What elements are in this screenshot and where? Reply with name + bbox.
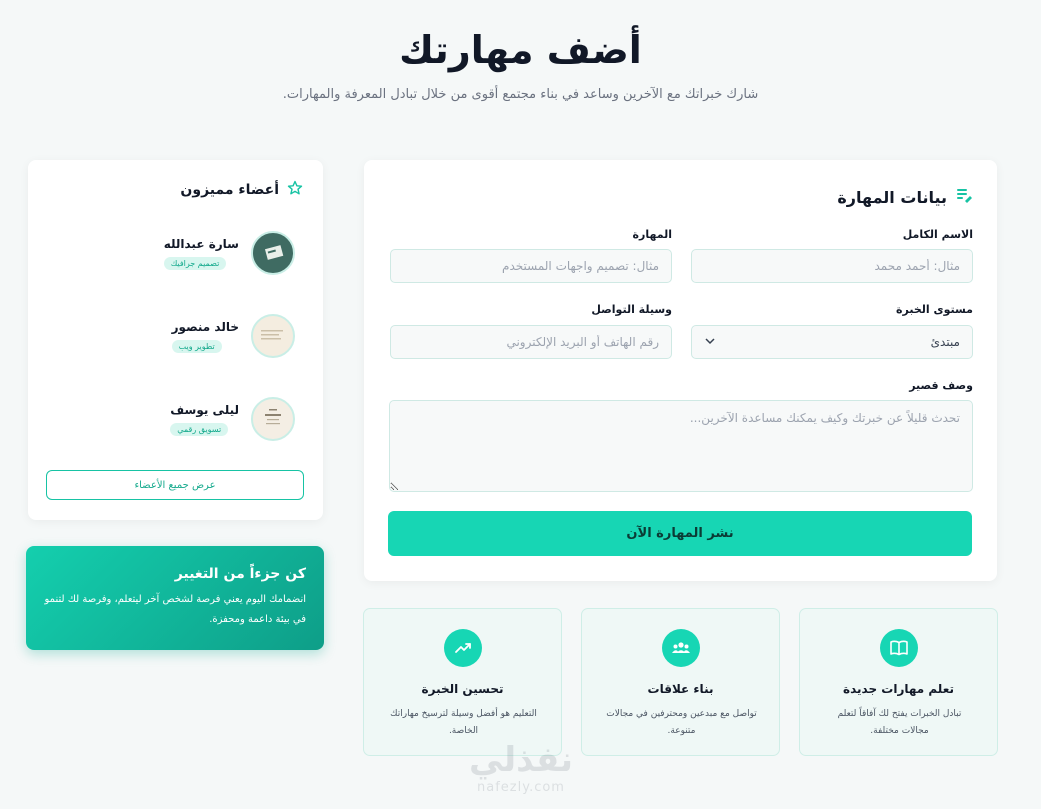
publish-skill-button[interactable]: نشر المهارة الآن (388, 511, 972, 556)
featured-members-card (28, 160, 323, 520)
member-info (170, 403, 239, 436)
form-title: بيانات المهارة (837, 187, 947, 207)
member-name: سارة عبدالله (163, 236, 239, 251)
feature-card-experience (363, 608, 562, 756)
skill-label: المهارة (632, 228, 672, 241)
members-header (180, 180, 303, 200)
member-item[interactable] (55, 313, 295, 359)
member-skill-badge: تصميم جرافيك (164, 257, 227, 270)
description-textarea[interactable] (389, 400, 973, 492)
full-name-label: الاسم الكامل (902, 228, 973, 241)
page-title: أضف مهارتك (399, 28, 642, 72)
feature-title: تحسين الخبرة (421, 682, 504, 696)
member-info (164, 237, 239, 270)
skill-input[interactable] (390, 249, 672, 283)
feature-description: تبادل الخبرات يفتح لك آفاقاً لتعلم مجالات مختلفة. (837, 709, 962, 736)
form-header (837, 186, 973, 208)
level-label: مستوى الخبرة (896, 303, 973, 316)
feature-title: بناء علاقات (647, 682, 714, 696)
full-name-input[interactable] (691, 249, 973, 283)
feature-title: تعلم مهارات جديدة (843, 682, 954, 696)
star-icon (287, 180, 303, 200)
avatar (251, 314, 295, 358)
member-skill-badge: تطوير ويب (172, 340, 222, 353)
trend-up-icon (444, 629, 482, 667)
level-select[interactable] (691, 325, 973, 359)
avatar (251, 397, 295, 441)
member-name: ليلى يوسف (170, 402, 239, 417)
watermark (456, 740, 586, 795)
watermark-arabic: نفذلي (468, 740, 574, 780)
cta-card (26, 546, 324, 650)
member-item[interactable] (55, 230, 295, 276)
member-name: خالد منصور (171, 319, 239, 334)
cta-title: كن جزءاً من التغيير (174, 566, 306, 582)
feature-card-network (581, 608, 780, 756)
member-skill-badge: تسويق رقمي (170, 423, 228, 436)
watermark-latin: nafezly.com (477, 780, 565, 795)
avatar (251, 231, 295, 275)
edit-list-icon (955, 186, 973, 208)
page-subtitle: شارك خبراتك مع الآخرين وساعد في بناء مجتمع أقوى من خلال تبادل المعرفة والمهارات. (282, 87, 759, 102)
feature-card-learn (799, 608, 998, 756)
feature-description: تواصل مع مبدعين ومحترفين في مجالات متنوعة. (606, 709, 757, 736)
chevron-down-icon (704, 335, 716, 350)
feature-description: التعليم هو أفضل وسيلة لترسيخ مهاراتك الخاصة. (390, 709, 537, 736)
member-info (172, 320, 239, 353)
book-icon (880, 629, 918, 667)
members-title: أعضاء مميزون (180, 182, 279, 198)
view-all-members-button[interactable]: عرض جميع الأعضاء (46, 470, 304, 500)
skill-form-card (364, 160, 997, 581)
cta-text: انضمامك اليوم يعني فرصة لشخص آخر ليتعلم، وفرصة لك لتنمو في بيئة داعمة ومحفزة. (44, 594, 306, 625)
contact-input[interactable] (390, 325, 672, 359)
description-label: وصف قصير (909, 379, 973, 392)
users-icon (662, 629, 700, 667)
level-select-value: مبتدئ (930, 335, 960, 349)
member-item[interactable] (55, 396, 295, 442)
contact-label: وسيلة التواصل (591, 303, 672, 316)
